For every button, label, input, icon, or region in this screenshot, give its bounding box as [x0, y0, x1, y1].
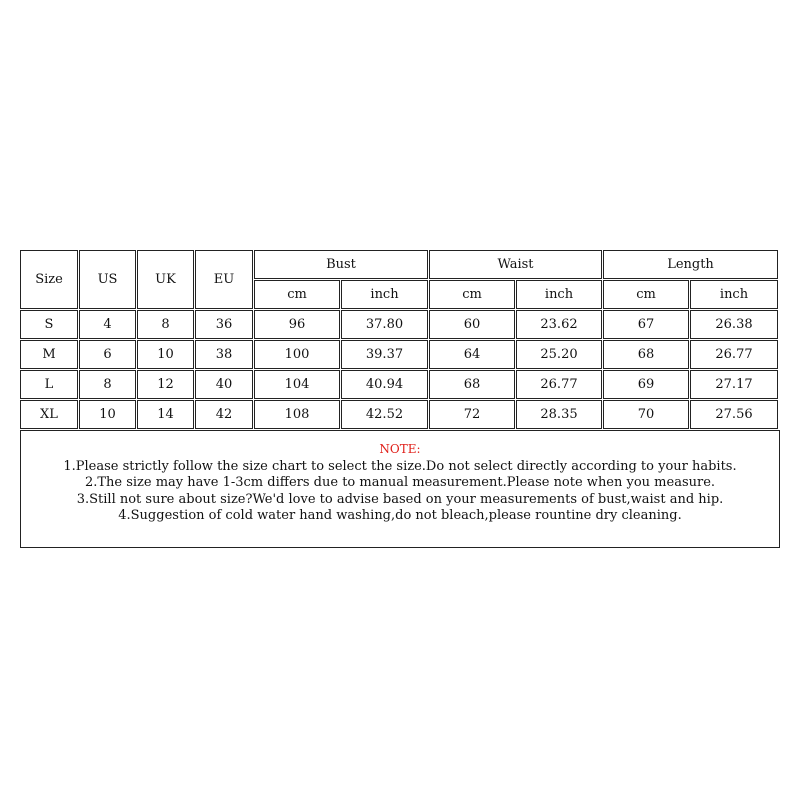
- row-s-us: 4: [79, 310, 136, 339]
- header-size: Size: [20, 250, 78, 309]
- note-line-4: 4.Suggestion of cold water hand washing,do not bleach,please rountine dry cleaning.: [118, 508, 682, 523]
- row-s-bust-inch: 37.80: [341, 310, 428, 339]
- row-m-length-cm: 68: [603, 340, 689, 369]
- row-xl-waist-inch: 28.35: [516, 400, 602, 429]
- row-s-eu: 36: [195, 310, 253, 339]
- header-uk: UK: [137, 250, 194, 309]
- row-s-waist-inch: 23.62: [516, 310, 602, 339]
- header-length: Length: [603, 250, 778, 279]
- header-eu: EU: [195, 250, 253, 309]
- row-l-size: L: [20, 370, 78, 399]
- row-xl-us: 10: [79, 400, 136, 429]
- row-m-waist-cm: 64: [429, 340, 515, 369]
- header-waist-inch: inch: [516, 280, 602, 309]
- row-l-length-inch: 27.17: [690, 370, 778, 399]
- row-l-us: 8: [79, 370, 136, 399]
- header-waist-cm: cm: [429, 280, 515, 309]
- row-xl-size: XL: [20, 400, 78, 429]
- row-s-bust-cm: 96: [254, 310, 340, 339]
- row-m-waist-inch: 25.20: [516, 340, 602, 369]
- row-m-size: M: [20, 340, 78, 369]
- header-waist: Waist: [429, 250, 602, 279]
- row-m-uk: 10: [137, 340, 194, 369]
- header-bust-cm: cm: [254, 280, 340, 309]
- row-xl-bust-cm: 108: [254, 400, 340, 429]
- header-length-inch: inch: [690, 280, 778, 309]
- row-m-eu: 38: [195, 340, 253, 369]
- row-l-waist-inch: 26.77: [516, 370, 602, 399]
- row-l-uk: 12: [137, 370, 194, 399]
- note-line-2: 2.The size may have 1-3cm differs due to manual measurement.Please note when you measure.: [84, 475, 716, 490]
- note-box: [20, 430, 780, 548]
- row-xl-length-cm: 70: [603, 400, 689, 429]
- note-line-1: 1.Please strictly follow the size chart to select the size.Do not select directly according to your habits.: [63, 458, 737, 474]
- row-s-length-cm: 67: [603, 310, 689, 339]
- row-l-length-cm: 69: [603, 370, 689, 399]
- row-m-length-inch: 26.77: [690, 340, 778, 369]
- note-title: NOTE:: [379, 442, 421, 456]
- row-s-size: S: [20, 310, 78, 339]
- row-m-us: 6: [79, 340, 136, 369]
- row-l-bust-cm: 104: [254, 370, 340, 399]
- row-xl-waist-cm: 72: [429, 400, 515, 429]
- row-s-uk: 8: [137, 310, 194, 339]
- header-length-cm: cm: [603, 280, 689, 309]
- row-m-bust-cm: 100: [254, 340, 340, 369]
- row-xl-eu: 42: [195, 400, 253, 429]
- row-xl-length-inch: 27.56: [690, 400, 778, 429]
- row-xl-bust-inch: 42.52: [341, 400, 428, 429]
- row-l-bust-inch: 40.94: [341, 370, 428, 399]
- header-us: US: [79, 250, 136, 309]
- row-s-length-inch: 26.38: [690, 310, 778, 339]
- header-bust-inch: inch: [341, 280, 428, 309]
- row-l-waist-cm: 68: [429, 370, 515, 399]
- row-xl-uk: 14: [137, 400, 194, 429]
- row-m-bust-inch: 39.37: [341, 340, 428, 369]
- note-line-3: 3.Still not sure about size?We'd love to advise based on your measurements of bust,waist and hip.: [76, 491, 724, 507]
- row-s-waist-cm: 60: [429, 310, 515, 339]
- header-bust: Bust: [254, 250, 428, 279]
- row-l-eu: 40: [195, 370, 253, 399]
